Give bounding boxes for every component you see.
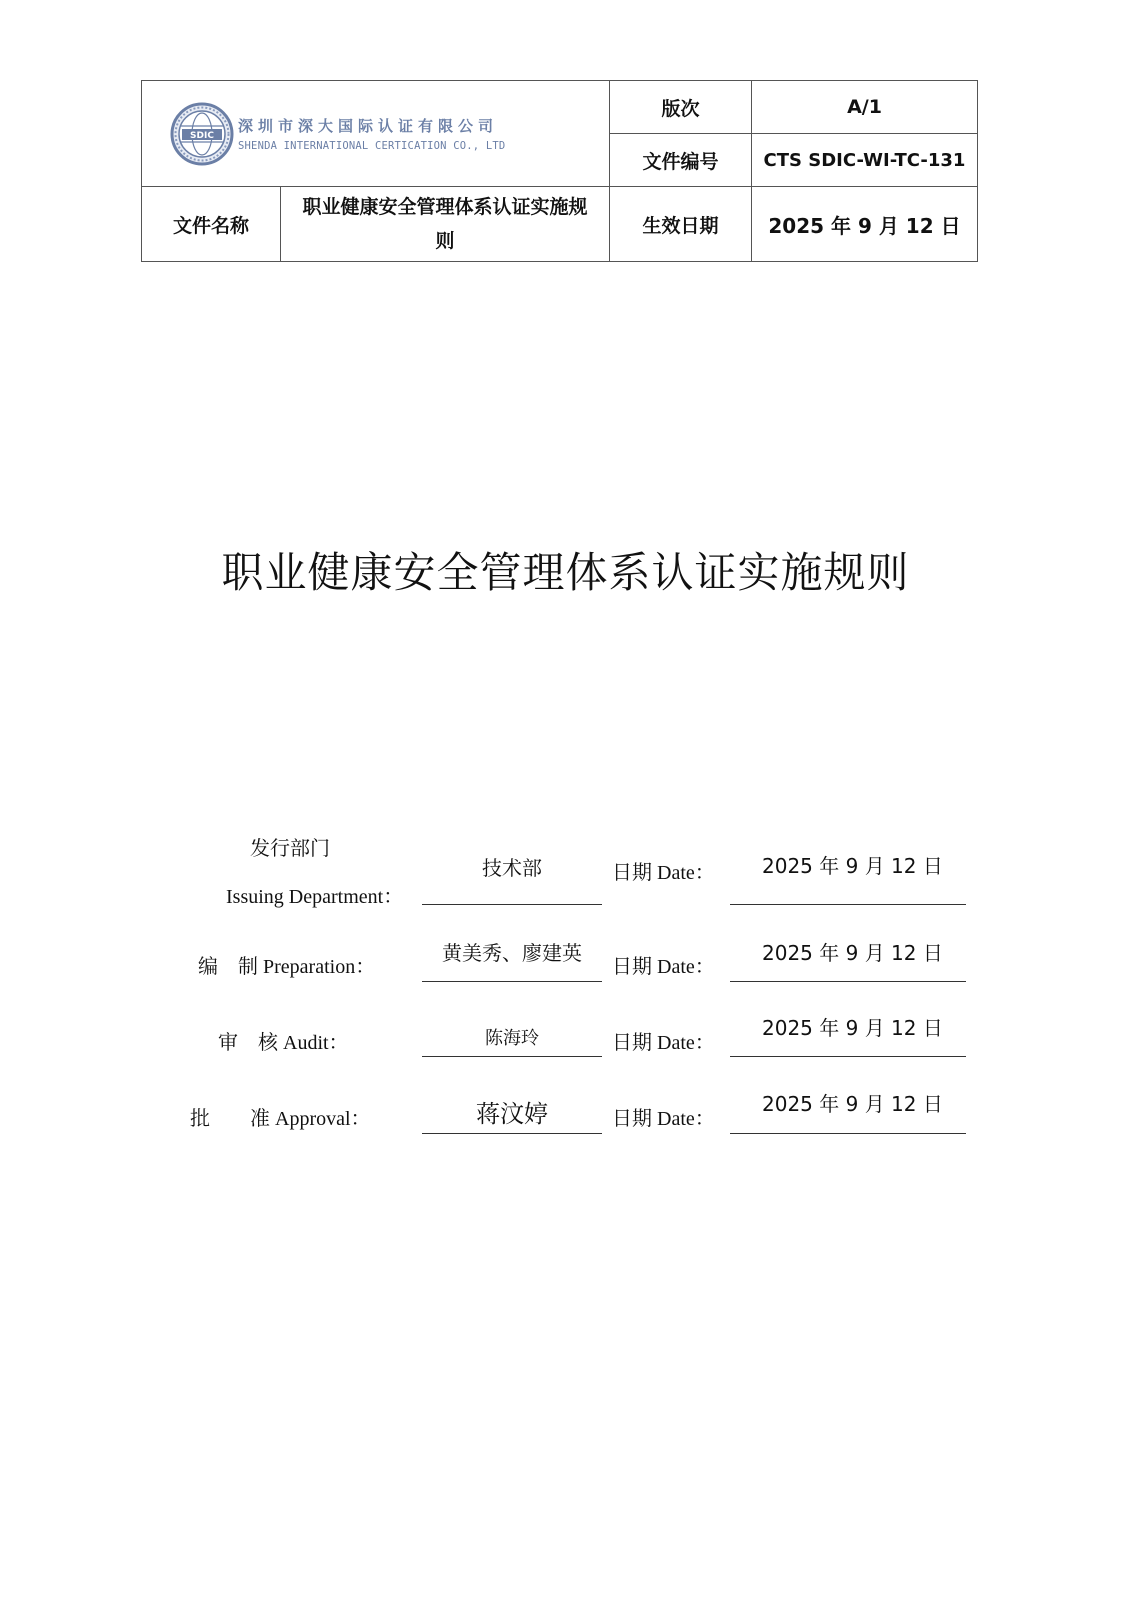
preparation-line [422,981,602,982]
issuing-department-line [422,904,602,905]
document-name-label: 文件名称 [142,187,281,262]
approval-date-label: 日期 Date： [612,1106,715,1130]
preparation-value: 黄美秀、廖建英 [442,941,582,965]
preparation-date-label: 日期 Date： [612,954,715,978]
issuing-label-cn: 发行部门 [250,836,330,860]
company-name-en: SHENDA INTERNATIONAL CERTICATION CO., LTD [238,140,506,152]
approval-date-line [730,1133,966,1134]
document-name-value [281,187,610,262]
logo-text: SDIC [190,130,214,141]
document-name-line-1: 职业健康安全管理体系认证实施规 [302,196,588,218]
preparation-date-line [730,981,966,982]
issuing-department-value: 技术部 [482,856,542,880]
audit-line [422,1056,602,1057]
document-header-table [141,80,978,262]
company-name-cn: 深圳市深大国际认证有限公司 [238,117,499,135]
preparation-label: 编 制 Preparation： [198,954,376,978]
issuing-date-value: 2025 年 9 月 12 日 [762,854,943,878]
audit-date-label: 日期 Date： [612,1030,715,1054]
audit-date-value: 2025 年 9 月 12 日 [762,1016,943,1040]
version-value: A/1 [752,81,978,134]
effective-date-label: 生效日期 [610,187,752,262]
approval-date-value: 2025 年 9 月 12 日 [762,1092,943,1116]
audit-date-line [730,1056,966,1057]
audit-label: 审 核 Audit： [218,1030,349,1054]
issuing-label-en: Issuing Department： [226,886,404,908]
approval-line [422,1133,602,1134]
approval-label: 批 准 Approval： [190,1106,371,1130]
issuing-date-line [730,904,966,905]
effective-date-value: 2025 年 9 月 12 日 [752,187,978,262]
company-logo-icon [170,102,234,166]
audit-signature: 陈海玲 [485,1028,539,1049]
document-number-label: 文件编号 [610,134,752,187]
issuing-date-label: 日期 Date： [612,860,715,884]
approval-signature: 蒋汶婷 [476,1100,548,1128]
company-logo-cell [142,81,610,187]
document-title: 职业健康安全管理体系认证实施规则 [221,548,910,597]
document-number-value: CTS SDIC-WI-TC-131 [752,134,978,187]
preparation-date-value: 2025 年 9 月 12 日 [762,941,943,965]
version-label: 版次 [610,81,752,134]
document-name-line-2: 则 [435,230,455,252]
